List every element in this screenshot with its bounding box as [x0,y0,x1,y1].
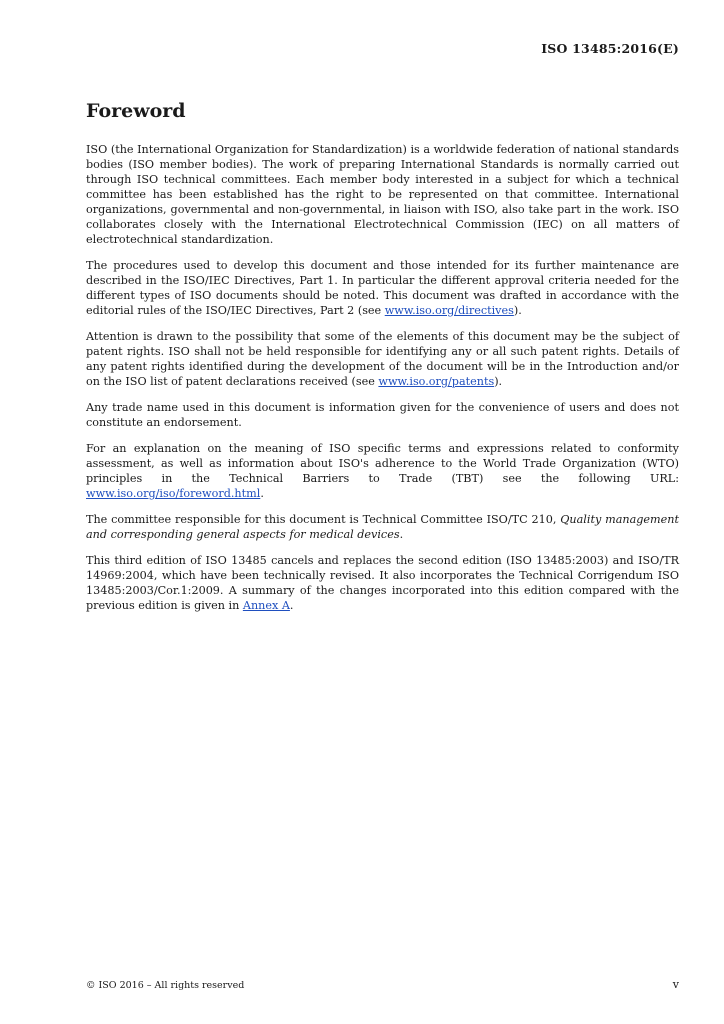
paragraph-text: ). [513,304,522,317]
paragraph-text: For an explanation on the meaning of ISO specific terms and expressions related to conformity assessment, as well as information about ISO's adherence to the World Trade Organization (WTO) principles in the Technical Barriers to Trade (TBT) see the following URL: [86,442,679,485]
paragraph-procedures [86,258,679,318]
paragraph-trade-name: Any trade name used in this document is information given for the convenience of users and does not constitute an endorsement. [86,401,679,429]
foreword-link[interactable]: www.iso.org/iso/foreword.html [86,487,261,500]
paragraph-text: . [399,528,404,541]
paragraph-text: The procedures used to develop this document and those intended for its further maintenance are described in the ISO/IEC Directives, Part 1. In particular the different approval criteria needed for the different types of ISO documents should be noted. This document was drafted in accordance with the editorial rules of the ISO/IEC Directives, Part 2 (see [86,259,679,317]
paragraph-committee [86,512,679,542]
paragraph-edition [86,553,679,613]
paragraph-text: . [289,599,294,612]
foreword-body [86,142,679,624]
page-title: Foreword [86,100,186,122]
annex-a-link[interactable]: Annex A [242,599,290,612]
page-number: v [672,978,679,991]
directives-link[interactable]: www.iso.org/directives [384,304,514,317]
paragraph-conformity [86,441,679,501]
footer-copyright: © ISO 2016 – All rights reserved [86,980,245,991]
paragraph-patents [86,329,679,389]
paragraph-text: The committee responsible for this document is Technical Committee ISO/TC 210, [86,513,561,526]
committee-title: Quality management and corresponding general aspects for medical devices [86,513,679,541]
document-id: ISO 13485:2016(E) [541,41,679,56]
paragraph-text: . [260,487,264,500]
paragraph-text: Attention is drawn to the possibility that some of the elements of this document may be the subject of patent rights. ISO shall not be held responsible for identifying any or all such patent rights. Details of any patent rights identified during the development of the document will be in the Introduction and/or on the ISO list of patent declarations received (see [86,330,679,388]
patents-link[interactable]: www.iso.org/patents [378,375,495,388]
paragraph-iso-overview: ISO (the International Organization for Standardization) is a worldwide federation of national standards bodies (ISO member bodies). The work of preparing International Standards is normally carried out through ISO technical committees. Each member body interested in a subject for which a technical committee has been established has the right to be represented on that committee. International organizations, governmental and non-governmental, in liaison with ISO, also take part in the work. ISO collaborates closely with the International Electrotechnical Commission (IEC) on all matters of electrotechnical standardization. [86,143,679,246]
paragraph-text: ). [494,375,503,388]
paragraph-text: This third edition of ISO 13485 cancels and replaces the second edition (ISO 13485:2003) and ISO/TR 14969:2004, which have been technically revised. It also incorporates the Technical Corrigendum ISO 13485:2003/Cor.1:2009. A summary of the changes incorporated into this edition compared with the previous edition is given in [86,554,679,612]
